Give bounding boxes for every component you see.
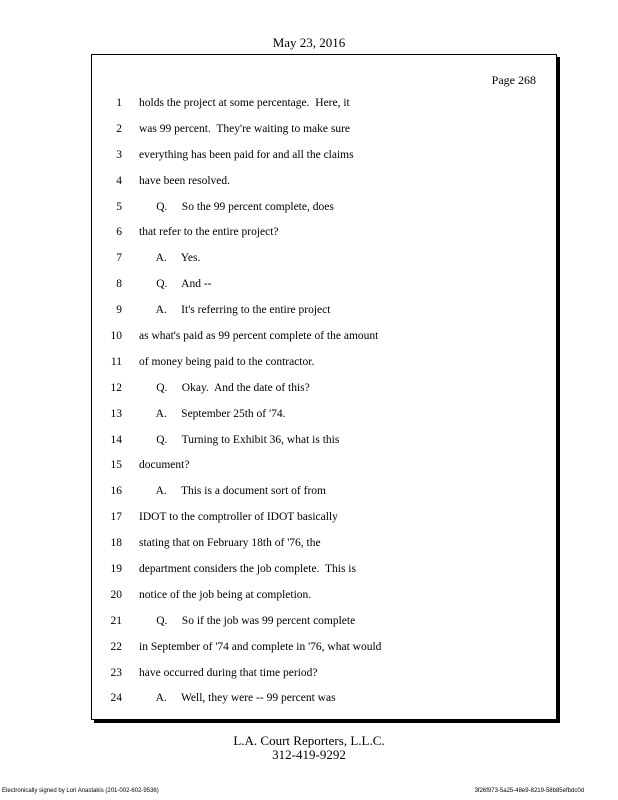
transcript-line — [92, 455, 556, 481]
transcript-line — [92, 171, 556, 197]
transcript-line — [92, 145, 556, 171]
line-number: 14 — [110, 433, 122, 446]
line-text: that refer to the entire project? — [139, 226, 279, 239]
line-text: as what's paid as 99 percent complete of the amount — [139, 330, 379, 343]
transcript-line — [92, 585, 556, 611]
line-text: A. Yes. — [139, 252, 201, 265]
transcript-date: May 23, 2016 — [272, 35, 346, 50]
transcript-line — [92, 611, 556, 637]
transcript-line — [92, 533, 556, 559]
line-number: 23 — [110, 666, 122, 679]
line-number: 24 — [110, 692, 122, 705]
transcript-line — [92, 663, 556, 689]
line-text: of money being paid to the contractor. — [139, 355, 315, 368]
line-number: 9 — [116, 304, 122, 317]
line-text: stating that on February 18th of '76, the — [139, 537, 321, 550]
line-number: 19 — [110, 563, 122, 576]
line-number: 21 — [110, 614, 122, 627]
line-text: A. Well, they were -- 99 percent was — [139, 692, 336, 705]
transcript-line — [92, 688, 556, 714]
transcript-line — [92, 507, 556, 533]
line-text: department considers the job complete. This is — [139, 563, 356, 576]
line-text: holds the project at some percentage. Here, it — [139, 97, 350, 109]
line-number: 13 — [110, 407, 122, 420]
transcript-line — [92, 197, 556, 223]
line-text: have been resolved. — [139, 174, 231, 187]
line-number: 11 — [110, 355, 122, 368]
transcript-line — [92, 248, 556, 274]
transcript-page — [91, 54, 557, 720]
transcript-line — [92, 559, 556, 585]
transcript-line — [92, 430, 556, 456]
line-text: Q. Turning to Exhibit 36, what is this — [139, 433, 340, 446]
line-number: 5 — [116, 200, 122, 213]
page-number: Page 268 — [491, 73, 536, 87]
line-number: 1 — [116, 97, 122, 109]
line-text: IDOT to the comptroller of IDOT basically — [139, 511, 338, 524]
document-id: 3f26f973-5a25-48e9-8219-58b85efbdc0d — [474, 788, 584, 794]
transcript-line — [92, 404, 556, 430]
line-text: in September of '74 and complete in '76, what would — [139, 640, 382, 653]
reporter-phone: 312-419-9292 — [272, 747, 346, 762]
line-text: A. This is a document sort of from — [139, 485, 326, 498]
reporter-company: L.A. Court Reporters, L.L.C. — [233, 733, 385, 748]
transcript-line — [92, 481, 556, 507]
line-text: Q. Okay. And the date of this? — [139, 381, 310, 394]
line-number: 6 — [116, 226, 122, 239]
transcript-line — [92, 222, 556, 248]
line-number: 10 — [110, 330, 122, 343]
line-text: Q. So the 99 percent complete, does — [139, 200, 334, 213]
transcript-line — [92, 119, 556, 145]
line-text: Q. So if the job was 99 percent complete — [139, 614, 356, 627]
line-text: was 99 percent. They're waiting to make sure — [139, 122, 351, 135]
line-number: 18 — [110, 537, 122, 550]
line-text: A. It's referring to the entire project — [139, 304, 331, 317]
line-text: everything has been paid for and all the claims — [139, 148, 354, 161]
line-number: 15 — [110, 459, 122, 472]
line-number: 20 — [110, 588, 122, 601]
transcript-lines — [92, 93, 556, 714]
transcript-line — [92, 352, 556, 378]
line-number: 3 — [116, 148, 122, 161]
transcript-line — [92, 326, 556, 352]
transcript-line — [92, 93, 556, 119]
line-text: A. September 25th of '74. — [139, 407, 286, 420]
line-number: 16 — [110, 485, 122, 498]
line-number: 22 — [110, 640, 122, 653]
line-number: 4 — [116, 174, 122, 187]
transcript-line — [92, 378, 556, 404]
line-text: Q. And -- — [139, 278, 212, 291]
line-number: 7 — [116, 252, 122, 265]
transcript-line — [92, 637, 556, 663]
transcript-line — [92, 274, 556, 300]
line-text: notice of the job being at completion. — [139, 588, 312, 601]
line-number: 17 — [110, 511, 122, 524]
electronic-signature: Electronically signed by Lori Anastakis (201-002-602-9536) — [2, 788, 159, 794]
transcript-line — [92, 300, 556, 326]
line-number: 12 — [110, 381, 122, 394]
line-text: have occurred during that time period? — [139, 666, 318, 679]
line-number: 2 — [116, 122, 122, 135]
line-text: document? — [139, 459, 190, 472]
line-number: 8 — [116, 278, 122, 291]
